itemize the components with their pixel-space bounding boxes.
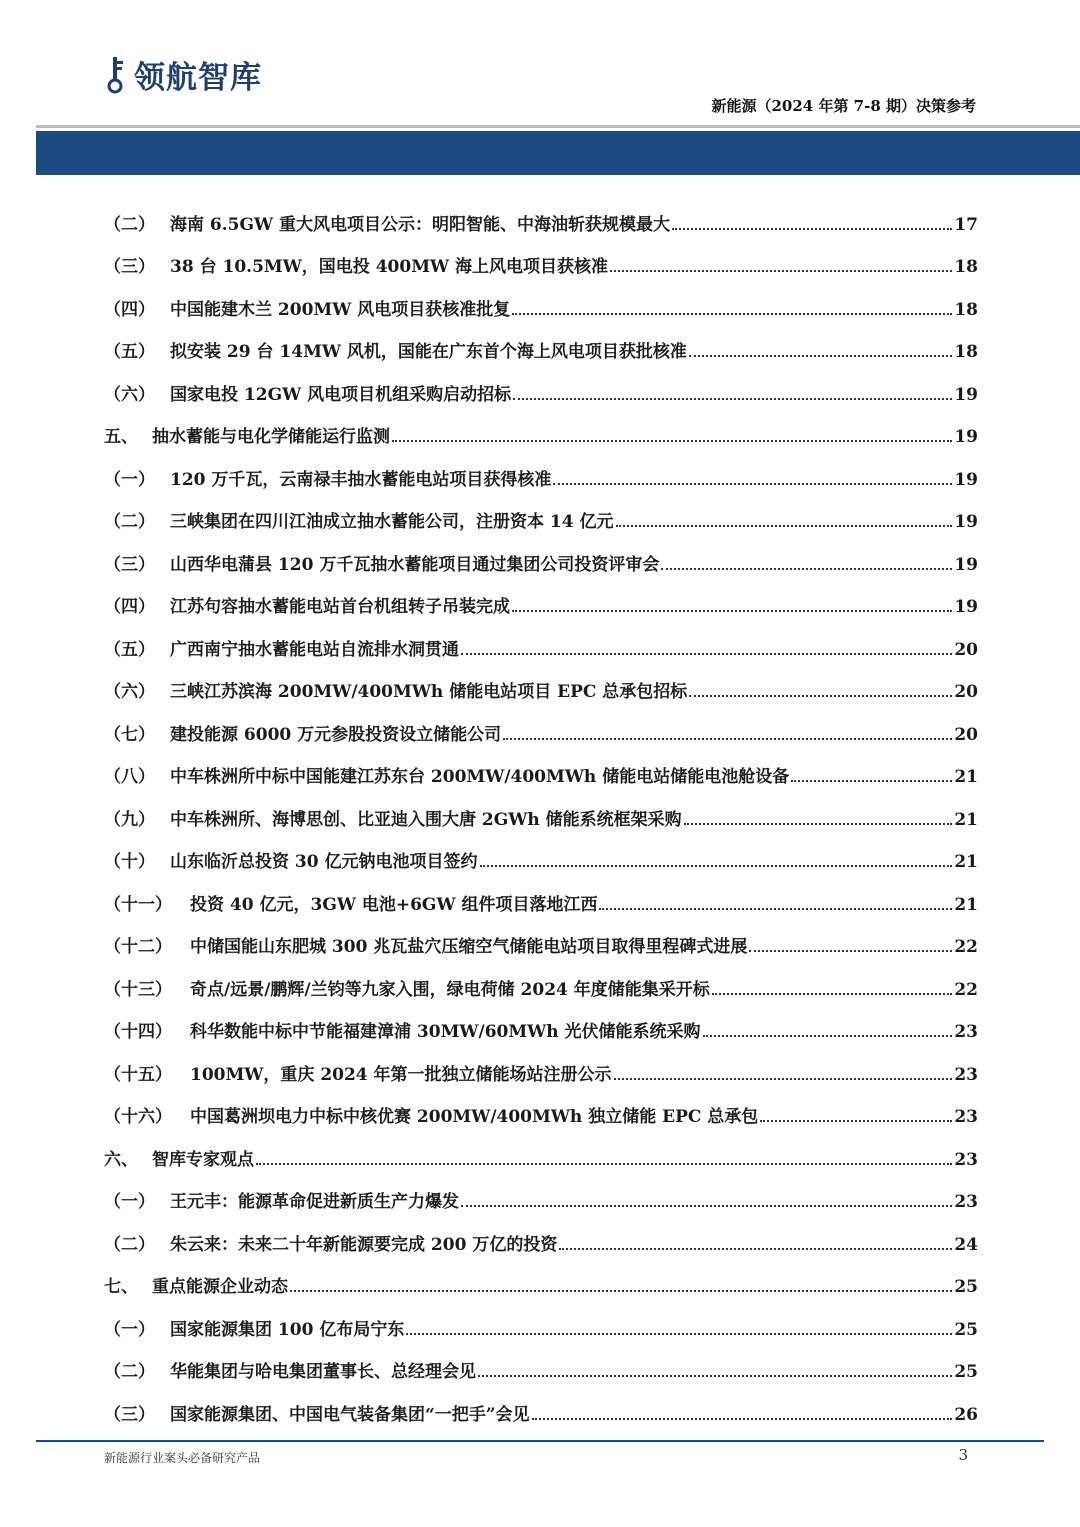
toc-entry-page: 21 (954, 894, 978, 915)
toc-leader-dots (480, 865, 953, 867)
toc-entry-title: 奇点/远景/鹏辉/兰钧等九家入围，绿电荷储 2024 年度储能集采开标 (190, 979, 710, 1000)
toc-entry-title: 华能集团与哈电集团董事长、总经理会见 (170, 1362, 476, 1382)
toc-entry-page: 22 (954, 979, 978, 1000)
toc-entry-page: 25 (954, 1362, 978, 1382)
toc-leader-dots (712, 993, 953, 995)
toc-leader-dots (689, 355, 952, 357)
toc-leader-dots (256, 1163, 952, 1165)
toc-entry-title: 广西南宁抽水蓄能电站自流排水洞贯通 (170, 639, 459, 660)
toc-entry-title: 山东临沂总投资 30 亿元钠电池项目签约 (170, 852, 478, 872)
toc-leader-dots (513, 398, 952, 400)
toc-entry[interactable] (104, 575, 978, 618)
toc-entry-number: （二） (104, 1234, 155, 1255)
toc-entry-number: （三） (104, 257, 155, 277)
toc-entry-title: 120 万千瓦，云南禄丰抽水蓄能电站项目获得核准 (170, 469, 552, 490)
toc-entry-page: 25 (954, 1277, 978, 1297)
toc-entry-title: 江苏句容抽水蓄能电站首台机组转子吊装完成 (170, 597, 510, 617)
toc-leader-dots (461, 653, 952, 655)
toc-entry-number: （十） (104, 852, 155, 872)
toc-entry-number: （十一） (104, 894, 172, 915)
toc-entry-number: （四） (104, 597, 155, 617)
toc-leader-dots (478, 1375, 952, 1377)
toc-entry-page: 22 (954, 937, 978, 957)
toc-leader-dots (406, 1333, 952, 1335)
toc-entry[interactable] (104, 1212, 978, 1255)
footer-rule (36, 1440, 1044, 1442)
toc-entry-page: 23 (954, 1149, 978, 1170)
toc-entry[interactable] (104, 745, 978, 788)
toc-entry-page: 20 (954, 682, 978, 702)
toc-leader-dots (392, 440, 952, 442)
toc-entry-number: （六） (104, 682, 155, 702)
toc-entry-number: （七） (104, 724, 155, 745)
toc-entry[interactable] (104, 1042, 978, 1085)
toc-entry[interactable] (104, 490, 978, 533)
toc-entry-number: （三） (104, 554, 155, 575)
toc-entry-title: 中储国能山东肥城 300 兆瓦盐穴压缩空气储能电站项目取得里程碑式进展 (190, 937, 748, 957)
toc-entry-title: 三峡江苏滨海 200MW/400MWh 储能电站项目 EPC 总承包招标 (170, 682, 688, 702)
toc-entry-page: 23 (954, 1107, 978, 1127)
toc-entry[interactable] (104, 1000, 978, 1043)
toc-entry-title: 王元丰：能源革命促进新质生产力爆发 (170, 1192, 459, 1212)
toc-entry-title: 中车株洲所、海博思创、比亚迪入围大唐 2GWh 储能系统框架采购 (170, 809, 682, 830)
toc-leader-dots (532, 1418, 953, 1420)
logo-text: 领航智库 (134, 60, 262, 96)
toc-entry-number: （三） (104, 1404, 155, 1425)
toc-entry-page: 19 (954, 597, 978, 617)
toc-entry-title: 山西华电蒲县 120 万千瓦抽水蓄能项目通过集团公司投资评审会 (170, 554, 660, 575)
toc-entry-page: 21 (954, 767, 978, 787)
toc-entry-number: （九） (104, 809, 155, 830)
toc-entry-page: 18 (954, 299, 978, 320)
header-rule (36, 125, 1080, 128)
header-band (36, 131, 1080, 175)
toc-entry-number: （一） (104, 469, 155, 490)
toc-entry-title: 智库专家观点 (152, 1149, 254, 1170)
toc-entry[interactable] (104, 660, 978, 703)
toc-leader-dots (791, 780, 952, 782)
toc-entry-number: 七、 (104, 1277, 138, 1297)
toc-entry[interactable] (104, 1170, 978, 1213)
toc-entry-title: 重点能源企业动态 (152, 1277, 288, 1297)
toc-entry[interactable] (104, 915, 978, 958)
toc-entry-title: 建投能源 6000 万元参股投资设立储能公司 (170, 724, 502, 745)
toc-section-entry[interactable] (104, 1127, 978, 1170)
toc-entry-title: 抽水蓄能与电化学储能运行监测 (152, 427, 390, 447)
toc-leader-dots (760, 1120, 952, 1122)
toc-entry-title: 国家能源集团、中国电气装备集团“一把手”会见 (170, 1404, 530, 1425)
toc-entry-title: 朱云来：未来二十年新能源要完成 200 万亿的投资 (170, 1234, 558, 1255)
toc-entry-page: 19 (954, 384, 978, 405)
header-subtitle: 新能源（2024 年第 7-8 期）决策参考 (711, 97, 976, 115)
toc-leader-dots (703, 1035, 953, 1037)
toc-entry-number: （一） (104, 1319, 155, 1340)
toc-leader-dots (290, 1290, 952, 1292)
toc-entry-title: 三峡集团在四川江油成立抽水蓄能公司，注册资本 14 亿元 (170, 512, 614, 532)
toc-leader-dots (749, 950, 952, 952)
toc-leader-dots (503, 738, 952, 740)
toc-entry[interactable] (104, 447, 978, 490)
toc-entry-number: （十二） (104, 937, 172, 957)
toc-entry-number: 六、 (104, 1149, 138, 1170)
footer-text: 新能源行业案头必备研究产品 (104, 1451, 261, 1465)
toc-entry-title: 海南 6.5GW 重大风电项目公示：明阳智能、中海油斩获规模最大 (170, 214, 671, 235)
toc-entry-title: 100MW，重庆 2024 年第一批独立储能场站注册公示 (190, 1064, 612, 1085)
toc-leader-dots (614, 1078, 953, 1080)
toc-entry-page: 20 (954, 639, 978, 660)
toc-entry-number: （五） (104, 639, 155, 660)
toc-entry-page: 25 (954, 1319, 978, 1340)
toc-entry[interactable] (104, 1297, 978, 1340)
toc-leader-dots (616, 525, 953, 527)
toc-entry[interactable] (104, 787, 978, 830)
toc-entry[interactable] (104, 362, 978, 405)
toc-entry-title: 国家电投 12GW 风电项目机组采购启动招标 (170, 384, 512, 405)
toc-entry-page: 19 (954, 554, 978, 575)
toc-entry-title: 拟安装 29 台 14MW 风机，国能在广东首个海上风电项目获批核准 (170, 342, 687, 362)
toc-entry[interactable] (104, 1382, 978, 1425)
toc-entry-page: 23 (954, 1022, 978, 1042)
toc-entry-page: 19 (954, 427, 978, 447)
toc-entry-page: 19 (954, 512, 978, 532)
toc-entry[interactable] (104, 320, 978, 363)
toc-entry-number: （四） (104, 299, 155, 320)
toc-entry-number: （一） (104, 1192, 155, 1212)
toc-leader-dots (512, 610, 952, 612)
toc-entry-title: 中车株洲所中标中国能建江苏东台 200MW/400MWh 储能电站储能电池舱设备 (170, 767, 790, 787)
toc-entry-page: 18 (954, 257, 978, 277)
toc-entry[interactable] (104, 532, 978, 575)
toc-leader-dots (684, 823, 953, 825)
toc-entry-page: 21 (954, 852, 978, 872)
toc-entry[interactable] (104, 957, 978, 1000)
toc-entry-number: （五） (104, 342, 155, 362)
key-logo-icon (104, 55, 130, 95)
toc-entry[interactable] (104, 235, 978, 278)
toc-entry[interactable] (104, 702, 978, 745)
toc-entry-number: （十三） (104, 979, 172, 1000)
toc-entry-title: 38 台 10.5MW，国电投 400MW 海上风电项目获核准 (170, 257, 609, 277)
toc-entry-number: （二） (104, 214, 155, 235)
toc-entry[interactable] (104, 1085, 978, 1128)
toc-entry-number: 五、 (104, 427, 138, 447)
toc-entry[interactable] (104, 1340, 978, 1383)
toc-leader-dots (559, 1248, 952, 1250)
toc-entry-number: （十六） (104, 1107, 172, 1127)
toc-entry-page: 18 (954, 342, 978, 362)
toc-leader-dots (599, 908, 952, 910)
toc-leader-dots (610, 270, 952, 272)
toc-leader-dots (553, 483, 952, 485)
toc-entry-title: 科华数能中标中节能福建漳浦 30MW/60MWh 光伏储能系统采购 (190, 1022, 701, 1042)
toc-leader-dots (512, 313, 952, 315)
brand-logo (104, 52, 262, 97)
toc-section-entry[interactable] (104, 1255, 978, 1298)
toc-entry-number: （六） (104, 384, 155, 405)
toc-entry-page: 23 (954, 1064, 978, 1085)
toc-leader-dots (661, 568, 952, 570)
table-of-contents (104, 192, 978, 1425)
toc-entry-number: （十五） (104, 1064, 172, 1085)
toc-entry-number: （二） (104, 1362, 155, 1382)
toc-entry[interactable] (104, 872, 978, 915)
toc-entry-page: 26 (954, 1404, 978, 1425)
toc-entry-number: （十四） (104, 1022, 172, 1042)
toc-leader-dots (672, 228, 952, 230)
toc-entry-page: 23 (954, 1192, 978, 1212)
toc-entry-page: 17 (954, 214, 978, 235)
toc-entry[interactable] (104, 830, 978, 873)
toc-entry-title: 中国能建木兰 200MW 风电项目获核准批复 (170, 299, 511, 320)
toc-entry[interactable] (104, 277, 978, 320)
toc-entry[interactable] (104, 617, 978, 660)
toc-section-entry[interactable] (104, 405, 978, 448)
toc-entry-page: 19 (954, 469, 978, 490)
toc-entry-title: 投资 40 亿元，3GW 电池+6GW 组件项目落地江西 (190, 894, 598, 915)
toc-entry-page: 21 (954, 809, 978, 830)
toc-entry[interactable] (104, 192, 978, 235)
toc-leader-dots (461, 1205, 952, 1207)
page-number: 3 (958, 1446, 968, 1464)
toc-entry-title: 中国葛洲坝电力中标中核优赛 200MW/400MWh 独立储能 EPC 总承包 (190, 1107, 759, 1127)
toc-entry-page: 20 (954, 724, 978, 745)
toc-entry-number: （八） (104, 767, 155, 787)
toc-leader-dots (689, 695, 952, 697)
toc-entry-page: 24 (954, 1234, 978, 1255)
toc-entry-title: 国家能源集团 100 亿布局宁东 (170, 1319, 405, 1340)
toc-entry-number: （二） (104, 512, 155, 532)
